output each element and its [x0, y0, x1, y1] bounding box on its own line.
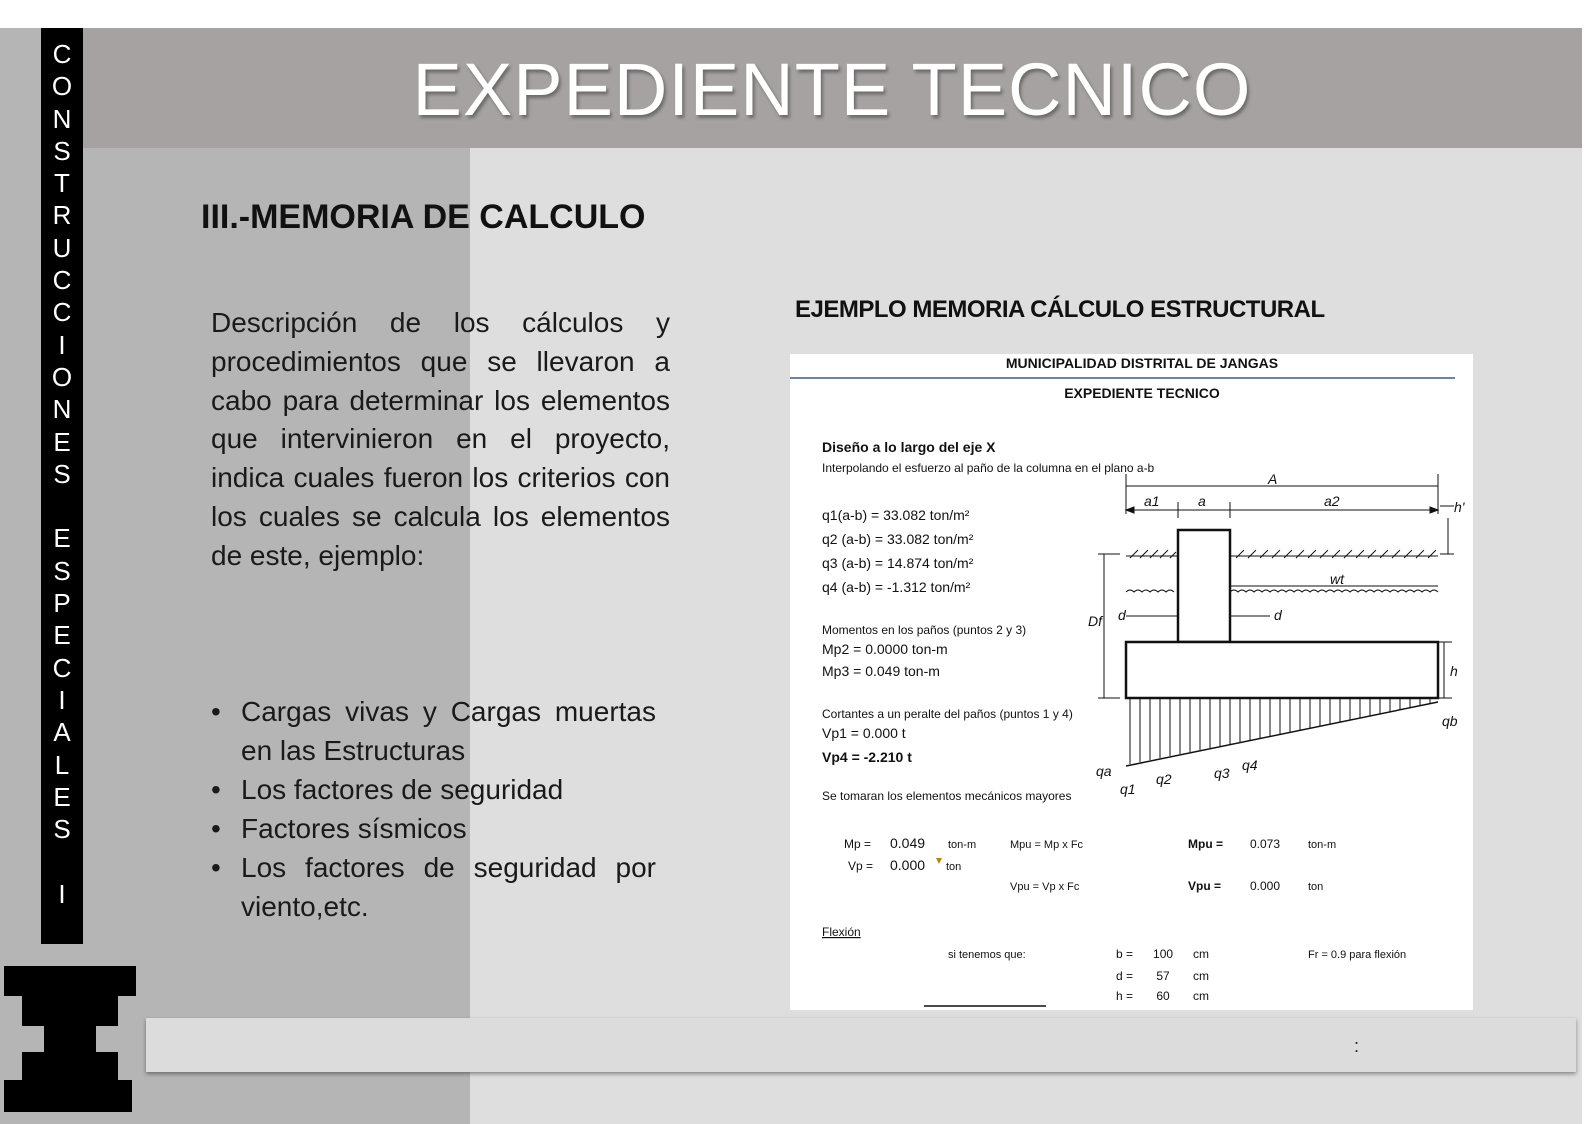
section-title: III.-MEMORIA DE CALCULO: [201, 198, 646, 236]
list-item: • Los factores de seguridad: [211, 770, 656, 809]
doc-mpu-label: Mpu =: [1188, 837, 1223, 851]
doc-b-row: b = 100 cm: [1116, 947, 1210, 961]
diagram-label-Df: Df: [1088, 613, 1102, 629]
criteria-list: [211, 692, 656, 926]
diagram-label-q3: q3: [1214, 765, 1230, 781]
doc-mp-value: 0.049: [890, 835, 926, 851]
footer-bar: [146, 1018, 1576, 1072]
doc-subtitle: EXPEDIENTE TECNICO: [1064, 385, 1220, 401]
doc-q4: q4 (a-b) = -1.312 ton/m²: [822, 579, 971, 595]
doc-vpu-unit: ton: [1308, 881, 1324, 893]
diagram-label-h-top: h': [1454, 499, 1465, 515]
doc-vp-label: Vp =: [848, 859, 874, 873]
doc-q3: q3 (a-b) = 14.874 ton/m²: [822, 555, 974, 571]
doc-vpu-formula: Vpu = Vp x Fc: [1010, 881, 1080, 893]
diagram-label-a2: a2: [1324, 493, 1340, 509]
diagram-label-a: a: [1198, 493, 1206, 509]
doc-fr-text: Fr = 0.9 para flexión: [1308, 949, 1407, 961]
diagram-label-d-left: d: [1118, 607, 1126, 623]
doc-shear-heading: Cortantes a un peralte del paños (puntos 1 y 4): [822, 707, 1073, 721]
doc-design-heading: Diseño a lo largo del eje X: [822, 439, 996, 455]
doc-mp-label: Mp =: [844, 837, 872, 851]
diagram-label-wt: wt: [1330, 571, 1344, 587]
diagram-label-a1: a1: [1144, 493, 1160, 509]
example-document-image: [790, 354, 1473, 1010]
doc-q1: q1(a-b) = 33.082 ton/m²: [822, 507, 970, 523]
doc-flexion-heading: Flexión: [822, 925, 861, 939]
diagram-label-q4: q4: [1242, 757, 1258, 773]
diagram-label-qa: qa: [1096, 763, 1112, 779]
diagram-label-A: A: [1268, 471, 1278, 487]
vertical-sidebar-text: C O N S T R U C C I O N E S E S P E C I A L E S I: [51, 39, 73, 909]
doc-d-row: d = 57 cm: [1116, 969, 1210, 983]
i-beam-logo: [4, 966, 136, 1112]
header-title: EXPEDIENTE TECNICO: [412, 48, 1252, 131]
doc-mpu-value: 0.073: [1250, 837, 1281, 851]
doc-mp2: Mp2 = 0.0000 ton-m: [822, 641, 948, 657]
doc-vp-unit: ton: [946, 861, 962, 873]
footer-colon: :: [1354, 1036, 1360, 1056]
doc-vp-value: 0.000: [890, 857, 926, 873]
doc-q2: q2 (a-b) = 33.082 ton/m²: [822, 531, 974, 547]
doc-mpu-formula: Mpu = Mp x Fc: [1010, 839, 1084, 851]
example-title: EJEMPLO MEMORIA CÁLCULO ESTRUCTURAL: [795, 296, 1325, 323]
doc-mech-heading: Se tomaran los elementos mecánicos mayores: [822, 789, 1072, 803]
list-item: • Cargas vivas y Cargas muertas en las Estructuras: [211, 692, 656, 770]
doc-mp3: Mp3 = 0.049 ton-m: [822, 663, 940, 679]
diagram-label-q2: q2: [1156, 771, 1172, 787]
doc-mpu-unit: ton-m: [1308, 839, 1337, 851]
diagram-label-d-right: d: [1274, 607, 1282, 623]
doc-si-tenemos: si tenemos que:: [948, 949, 1026, 961]
doc-vpu-label: Vpu =: [1188, 879, 1222, 893]
description-paragraph: Descripción de los cálculos y procedimientos que se llevaron a cabo para determinar los elementos que intervinieron en el proyecto, indica cuales fueron los criterios con los cuales se calcula los elementos de este, ejemplo:: [211, 307, 670, 571]
diagram-label-h: h: [1450, 663, 1458, 679]
doc-mp-unit: ton-m: [948, 839, 977, 851]
doc-org-name: MUNICIPALIDAD DISTRITAL DE JANGAS: [1005, 355, 1279, 371]
doc-vpu-value: 0.000: [1250, 879, 1281, 893]
doc-h-row: h = 60 cm: [1116, 989, 1210, 1003]
doc-vp4: Vp4 = -2.210 t: [822, 749, 912, 765]
doc-interp-text: Interpolando el esfuerzo al paño de la columna en el plano a-b: [822, 461, 1155, 475]
list-item: • Factores sísmicos: [211, 809, 656, 848]
diagram-label-q1: q1: [1120, 781, 1136, 797]
list-item: • Los factores de seguridad por viento,etc.: [211, 848, 656, 926]
diagram-label-qb: qb: [1442, 713, 1458, 729]
doc-moments-heading: Momentos en los paños (puntos 2 y 3): [822, 623, 1027, 637]
doc-vp1: Vp1 = 0.000 t: [822, 725, 906, 741]
